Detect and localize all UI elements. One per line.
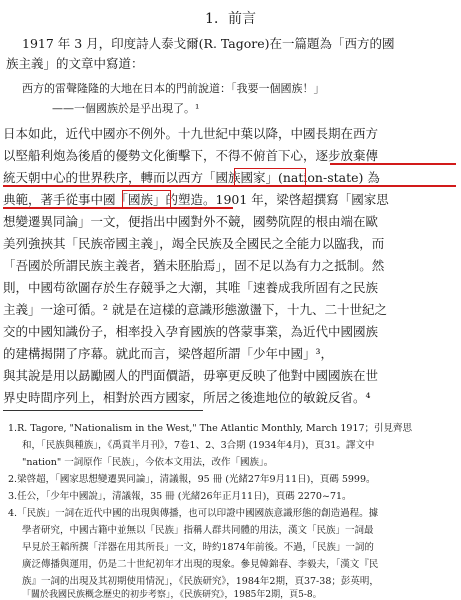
footnote-line: 2.梁啓超，「國家思想變遷異同論」，清議報，95 冊 (光緒27年9月11日)，頁碼 5999。 — [8, 474, 376, 485]
footnote-line: 3.任公，「少年中國說」，清議報，35 冊 (光緒26年正月11日)，頁碼 2270~71。 — [8, 491, 352, 502]
body-line: 以堅船利炮為後盾的優勢文化衝擊下，不得不俯首下心，逐步放棄傳 — [3, 148, 379, 163]
body-line: 典範，著手從事中國「國族」的塑造。1901 年，梁啓超撰寫「國家思 — [3, 192, 389, 207]
body-line: 與其說是用以勗勵國人的門面價語，毋寧更反映了他對中國國族在世 — [3, 368, 379, 383]
quote-line: 西方的雷聲隆隆的大地在日本的門前說道：「我要一個國族！」 — [22, 82, 325, 95]
intro-line: 族主義」的文章中寫道： — [6, 56, 144, 71]
highlight-underline — [3, 207, 233, 209]
highlight-underline — [3, 185, 456, 187]
highlight-underline — [330, 163, 456, 165]
highlight-box — [122, 190, 171, 209]
body-line: 美列強挾其「民族帝國主義」，竭全民族及全國民之全能力以臨我，而 — [3, 236, 385, 251]
body-line: 日本如此，近代中國亦不例外。十九世紀中葉以降，中國長期在西方 — [3, 126, 379, 141]
body-line: 則，中國苟欲圖存於生存競爭之大潮，其唯「速養成我所固有之民族 — [3, 280, 379, 295]
footnote-line: 和，「民族與種族」，《禹貢半月刊》，7卷1、2、3合期 (1934年4月)，頁31。譯文中 — [22, 440, 375, 451]
footnote-line: 學者研究，中國古籍中並無以「民族」指稱人群共同體的用法，漢文「民族」一詞最 — [22, 525, 374, 536]
body-line: 的建構揭開了序幕。就此而言，梁啓超所謂「少年中國」³， — [3, 346, 334, 361]
body-line: 主義」一途可循。² 就是在這樣的意識形態激盪下，十九、二十世紀之 — [3, 302, 387, 317]
footnote-line: "nation" 一詞原作「民族」，今依本文用法，改作「國族」。 — [22, 457, 274, 468]
footnote-divider — [3, 410, 203, 411]
intro-line: 1917 年 3 月，印度詩人泰戈爾(R. Tagore)在一篇題為「西方的國 — [22, 36, 395, 51]
body-line: 統天朝中心的世界秩序，轉而以西方「國族國家」(nation-state) 為 — [3, 170, 380, 185]
body-line: 「吾國於所謂民族主義者，猶未胚胎焉」，固不足以為有力之抵制。然 — [3, 258, 385, 273]
footnote-line: 早見於王韜所撰「洋器在用其所長」一文，時約1874年前後。不過，「民族」一詞的 — [22, 542, 374, 553]
highlight-box — [234, 168, 306, 187]
body-line: 交的中國知識份子，相率投入孕育國族的啓蒙事業，為近代中國國族 — [3, 324, 379, 339]
footnote-line: 族』一詞的出現及其初期使用情況」，《民族研究》，1984年2期，頁37-38；彭英明， — [22, 576, 379, 587]
footnote-line: 1.R. Tagore, "Nationalism in the West," The Atlantic Monthly, March 1917；引見齊思 — [8, 423, 413, 434]
body-line: 界史時間序列上，相對於西方國家，所居之後進地位的敏銳反省。⁴ — [3, 390, 371, 405]
quote-line: ——一個國族於是乎出現了。¹ — [52, 102, 200, 115]
footnote-line: 4.「民族」一詞在近代中國的出現與傳播，也可以印證中國國族意識形態的創造過程。據 — [8, 508, 379, 519]
section-title: 1．前言 — [205, 11, 256, 27]
footnote-line: 廣泛傳播與運用，仍是二十世紀初年才出現的現象。參見韓錦春、李毅夫，「漢文『民 — [22, 559, 379, 570]
body-line: 想變遷異同論」一文，便指出中國對外不競，國勢阬陧的根由端在歐 — [3, 214, 379, 229]
footnote-line: 「關於我國民族概念歷史的初步考察」，《民族研究》，1985年2期，頁5-8。 — [22, 590, 322, 600]
